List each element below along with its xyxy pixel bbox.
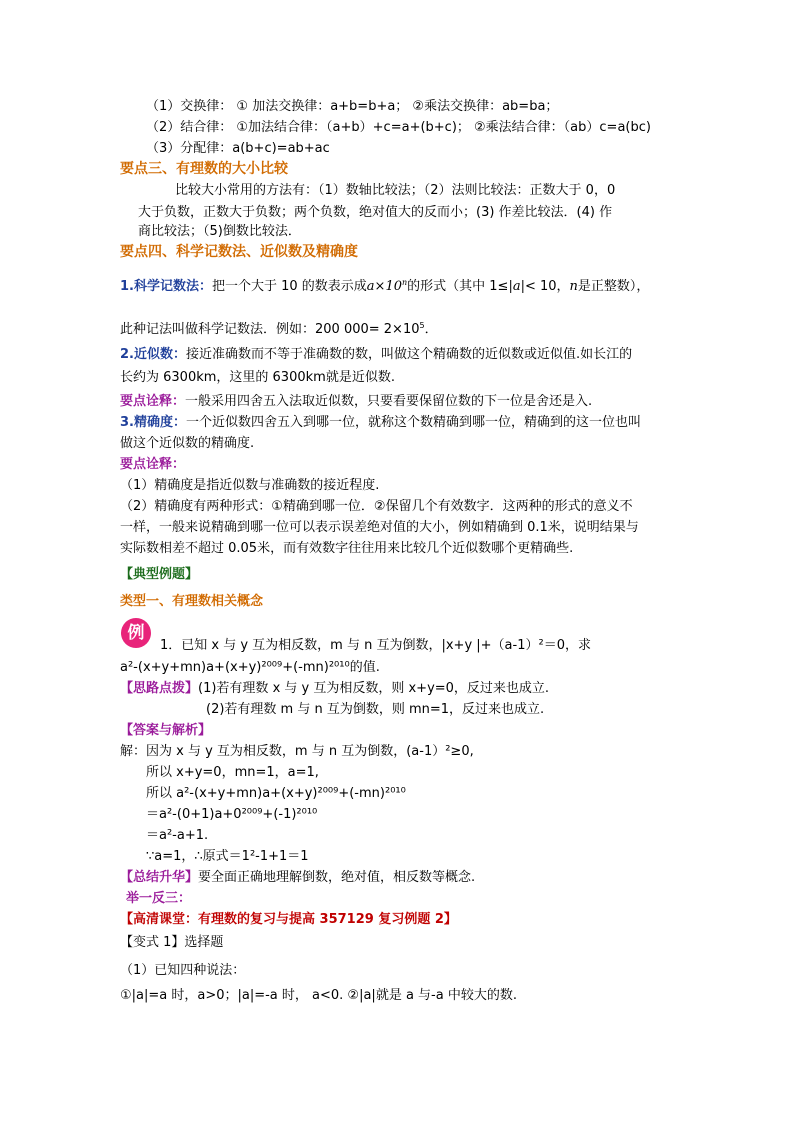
answer-line1: 解：因为 x 与 y 互为相反数，m 与 n 互为倒数，(a-1）²≥0,	[120, 744, 474, 759]
note1-label: 要点诠释：	[120, 394, 186, 409]
sci-abs-a: |a|	[508, 279, 525, 294]
hint-text1: (1)若有理数 x 与 y 互为相反数，则 x+y=0，反过来也成立.	[198, 681, 550, 696]
variant1-item1: （1）已知四种说法：	[120, 963, 246, 978]
example-badge-icon: 例	[121, 618, 151, 648]
summary-label: 【总结升华】	[120, 870, 199, 885]
sci-notation-text4: 是正整数），	[577, 279, 650, 294]
example1-question-line1: 1．已知 x 与 y 互为相反数，m 与 n 互为倒数，|x+y |+（a-1）²＝0，求	[160, 638, 591, 653]
example1-question-line2: a²-(x+y+mn)a+(x+y)²⁰⁰⁹+(-mn)²⁰¹⁰的值.	[120, 660, 380, 675]
sci-example: 此种记法叫做科学记数法．例如：200 000= 2×10	[120, 322, 420, 337]
associative-law: （2）结合律： ①加法结合律：（a+b）+c=a+(b+c)； ②乘法结合律：（ab）c=a(bc)	[146, 120, 651, 135]
approx-line1	[120, 345, 632, 365]
answer-line3: 所以 a²-(x+y+mn)a+(x+y)²⁰⁰⁹+(-mn)²⁰¹⁰	[146, 786, 406, 801]
sci-formula-exp: n	[401, 278, 408, 287]
commutative-law: （1）交换律： ① 加法交换律：a+b=b+a； ②乘法交换律：ab=ba；	[146, 99, 559, 114]
approx-label: 2.近似数：	[120, 347, 186, 362]
note1-text: 一般采用四舍五入法取近似数，只要看要保留位数的下一位是舍还是入.	[185, 394, 593, 409]
sci-notation-text1: 把一个大于 10 的数表示成	[211, 279, 367, 294]
note2-item2-line2: 一样，一般来说精确到哪一位可以表示误差绝对值的大小，例如精确到 0.1米，说明结果与	[120, 520, 639, 535]
sci-notation-label: 1.科学记数法：	[120, 279, 212, 294]
hint-label: 【思路点拨】	[120, 681, 199, 696]
practice-heading: 举一反三：	[126, 891, 192, 906]
precision-label: 3.精确度：	[120, 415, 186, 430]
note1-line	[120, 392, 592, 412]
answer-label: 【答案与解析】	[120, 723, 212, 738]
sci-formula: a×10	[366, 279, 402, 294]
course-reference: 【高清课堂：有理数的复习与提高 357129 复习例题 2】	[120, 912, 457, 927]
sci-notation-text2: 的形式（其中 1≤	[407, 279, 509, 294]
sci-notation-line2	[120, 316, 438, 340]
answer-line6: ∵a=1，∴原式＝1²-1+1＝1	[146, 849, 309, 864]
approx-text: 接近准确数而不等于准确数的数，叫做这个精确数的近似数或近似值.如长江的	[185, 347, 633, 362]
answer-line4: ＝a²-(0+1)a+0²⁰⁰⁹+(-1)²⁰¹⁰	[146, 807, 318, 822]
distributive-law: （3）分配律：a(b+c)=ab+ac	[146, 141, 330, 156]
hint-line2: (2)若有理数 m 与 n 互为倒数，则 mn=1，反过来也成立.	[206, 702, 545, 717]
variant1-statements: ①|a|=a 时，a>0；|a|=-a 时， a<0. ②|a|就是 a 与-a 中较大的数.	[120, 988, 517, 1003]
sci-notation-text3: < 10，	[524, 279, 570, 294]
note2-item1: （1）精确度是指近似数与准确数的接近程度.	[120, 478, 380, 493]
summary-text: 要全面正确地理解倒数，绝对值，相反数等概念.	[198, 870, 476, 885]
note2-item2-line1: （2）精确度有两种形式：①精确到哪一位．②保留几个有效数字．这两种的形式的意义不	[120, 499, 633, 514]
precision-text: 一个近似数四舍五入到哪一位，就称这个数精确到哪一位，精确到的这一位也叫	[185, 415, 641, 430]
sci-example-exp: 5	[419, 321, 425, 330]
approx-line2: 长约为 6300km，这里的 6300km就是近似数.	[120, 370, 395, 385]
section-3-heading: 要点三、有理数的大小比较	[120, 161, 288, 177]
s3-para-line2: 大于负数，正数大于负数；两个负数，绝对值大的反而小；(3) 作差比较法．(4) 作	[138, 205, 613, 220]
note2-item2-line3: 实际数相差不超过 0.05米，而有效数字往往用来比较几个近似数哪个更精确些.	[120, 541, 574, 556]
typical-examples-heading: 【典型例题】	[120, 567, 199, 582]
note2-label: 要点诠释：	[120, 457, 186, 472]
section-4-heading: 要点四、科学记数法、近似数及精确度	[120, 244, 358, 260]
summary-line	[120, 868, 475, 888]
sci-example-end: ．	[424, 322, 438, 337]
precision-line1	[120, 413, 641, 433]
sci-n: n	[569, 279, 578, 294]
sci-notation-line1	[120, 273, 649, 297]
s3-para-line1: 比较大小常用的方法有：（1）数轴比较法；（2）法则比较法：正数大于 0，0	[175, 183, 616, 198]
answer-line5: ＝a²-a+1.	[146, 828, 209, 843]
s3-para-line3: 商比较法；（5)倒数比较法．	[138, 224, 301, 239]
hint-line1	[120, 679, 549, 699]
variant1-heading: 【变式 1】选择题	[120, 935, 224, 950]
type1-heading: 类型一、有理数相关概念	[120, 594, 264, 609]
precision-line2: 做这个近似数的精确度.	[120, 436, 255, 451]
answer-line2: 所以 x+y=0，mn=1，a=1,	[146, 765, 319, 780]
